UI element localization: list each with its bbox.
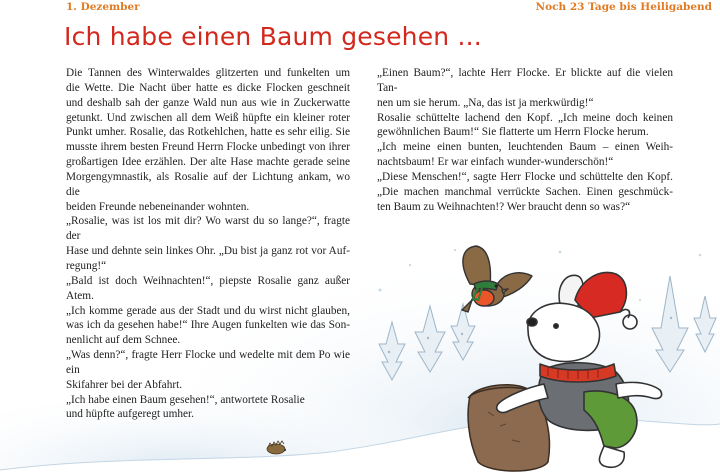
- text-line: Rosalie schüttelte lachend den Kopf. „Ich meine doch keinen: [377, 111, 673, 124]
- text-line: Morgengymnastik, als Rosalie auf der Lichtung ankam, wo die: [66, 170, 350, 198]
- left-text-column: [66, 66, 350, 422]
- text-line: „Die machen manchmal verrückte Sachen. Einen geschmück-: [377, 185, 673, 198]
- text-line: musste ihrem besten Freund Herrn Flocke unbedingt von ihrer: [66, 141, 350, 154]
- text-line: „Bald ist doch Weihnachten!“, piepste Rosalie ganz außer Atem.: [66, 274, 350, 302]
- text-line: Die Tannen des Winterwaldes glitzerten und funkelten um: [66, 67, 350, 79]
- text-line: gewöhnlichen Baum!“ Sie flatterte um Herrn Flocke herum.: [377, 126, 649, 139]
- header-date: 1. Dezember: [66, 1, 140, 13]
- page-title: Ich habe einen Baum gesehen ...: [64, 22, 482, 51]
- text-line: die Wette. Die Nacht über hatte es dicke Flocken geschneit: [66, 81, 350, 94]
- text-line: Hase und dehnte sein linkes Ohr. „Du bist ja ganz rot vor Auf-: [66, 245, 350, 258]
- text-line: nenlicht auf dem Schnee.: [66, 334, 181, 347]
- text-line: nen um sie herum. „Na, das ist ja merkwürdig!“: [377, 96, 594, 109]
- text-line: Skifahrer bei der Abfahrt.: [66, 378, 183, 391]
- text-line: und deshalb sah der ganze Wald nun aus wie in Zuckerwatte: [66, 96, 350, 109]
- right-text-column: [377, 66, 673, 214]
- text-line: „Diese Menschen!“, sagte Herr Flocke und schüttelte den Kopf.: [377, 170, 673, 183]
- text-line: „Rosalie, was ist los mit dir? Wo warst du so lange?“, fragte der: [66, 215, 350, 243]
- text-line: Punkt umher. Rosalie, das Rotkehlchen, hatte es sehr eilig. Sie: [66, 126, 350, 139]
- text-line: „Ich komme gerade aus der Stadt und du wirst nicht glauben,: [66, 304, 350, 317]
- text-line: getunkt. Und zwischen all dem Weiß hüpfte ein kleiner roter: [66, 111, 350, 124]
- header-countdown: Noch 23 Tage bis Heiligabend: [535, 1, 712, 13]
- text-line: „Ich habe einen Baum gesehen!“, antwortete Rosalie: [66, 393, 305, 406]
- text-line: nachtsbaum! Er war einfach wunder-wunderschön!“: [377, 156, 614, 169]
- text-line: „Einen Baum?“, lachte Herr Flocke. Er blickte auf die vielen Tan-: [377, 67, 673, 94]
- text-line: „Was denn?“, fragte Herr Flocke und wedelte mit dem Po wie ein: [66, 349, 350, 376]
- text-line: was ich da gesehen habe!“ Ihre Augen funkelten wie das Son-: [66, 319, 350, 332]
- text-line: beiden Freunde nebeneinander wohnten.: [66, 200, 250, 213]
- text-line: ten Baum zu Weihnachten!? Wer braucht denn so was?“: [377, 200, 631, 213]
- text-line: großartigen Idee erzählen. Der alte Hase machte gerade seine: [66, 156, 350, 169]
- text-line: und hüpfte aufgeregt umher.: [66, 408, 194, 421]
- text-line: „Ich meine einen bunten, leuchtenden Baum – einen Weih-: [377, 141, 673, 154]
- text-line: regung!“: [66, 259, 107, 272]
